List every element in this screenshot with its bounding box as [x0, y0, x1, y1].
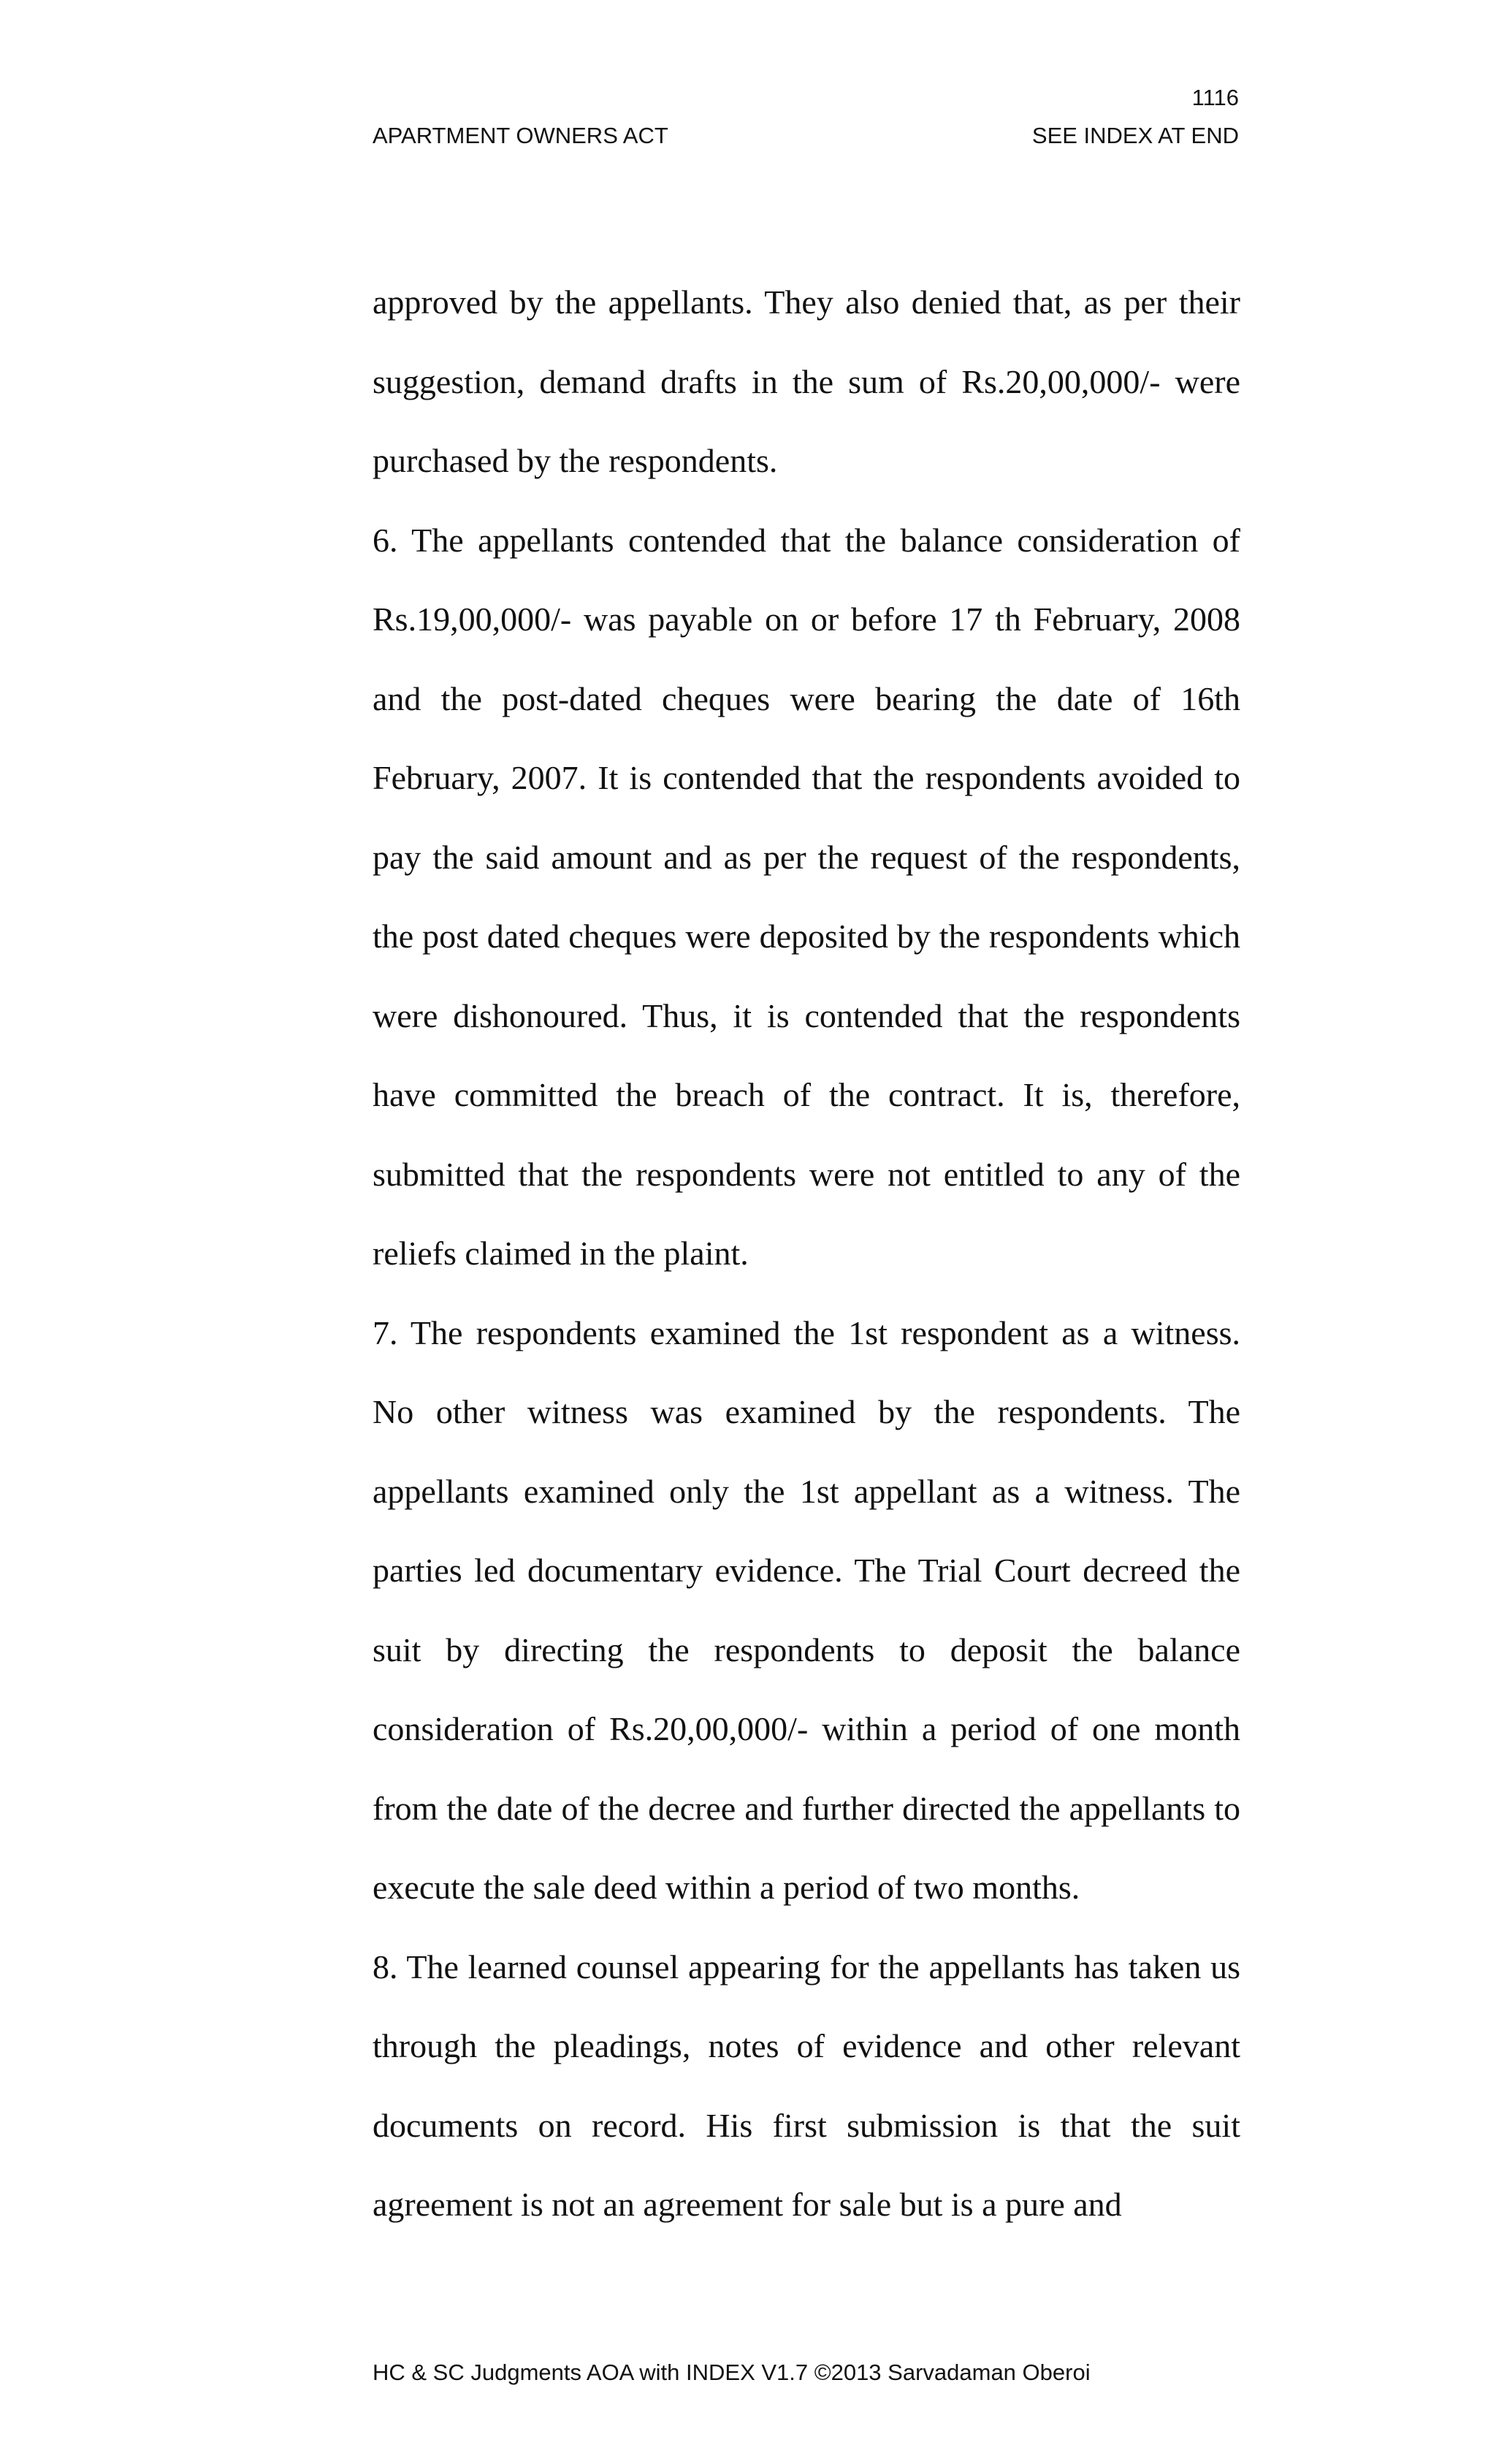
judgment-body-text — [373, 263, 1240, 2245]
paragraph-7: 7. The respondents examined the 1st respondent as a witness. No other witness was examined by the respondents. The appellants examined only the 1st appellant as a witness. The parties led documentary evidence. The Trial Court decreed the suit by directing the respondents to deposit the balance consideration of Rs.20,00,000/- within a period of one month from the date of the decree and further directed the appellants to execute the sale deed within a period of two months. — [373, 1313, 1240, 1906]
paragraph-6: 6. The appellants contended that the balance consideration of Rs.19,00,000/- was payable on or before 17 th February, 2008 and the post-dated cheques were bearing the date of 16th February, 2007. It is contended that the respondents avoided to pay the said amount and as per the request of the respondents, the post dated cheques were deposited by the respondents which were dishonoured. Thus, it is contended that the respondents have committed the breach of the contract. It is, therefore, submitted that the respondents were not entitled to any of the reliefs claimed in the plaint. — [373, 521, 1240, 1272]
paragraph-8: 8. The learned counsel appearing for the appellants has taken us through the pleadings, notes of evidence and other relevant documents on record. His first submission is that the suit agreement is not an agreement for sale but is a pure and — [373, 1948, 1240, 2223]
paragraph-continuation: approved by the appellants. They also denied that, as per their suggestion, demand drafts in the sum of Rs.20,00,000/- were purchased by the respondents. — [373, 283, 1240, 479]
page-number: 1116 — [1191, 85, 1239, 110]
page-footer: HC & SC Judgments AOA with INDEX V1.7 ©2013 Sarvadaman Oberoi — [373, 2360, 1091, 2385]
running-header-index-note: SEE INDEX AT END — [1031, 123, 1239, 148]
running-header-title: APARTMENT OWNERS ACT — [373, 123, 668, 148]
